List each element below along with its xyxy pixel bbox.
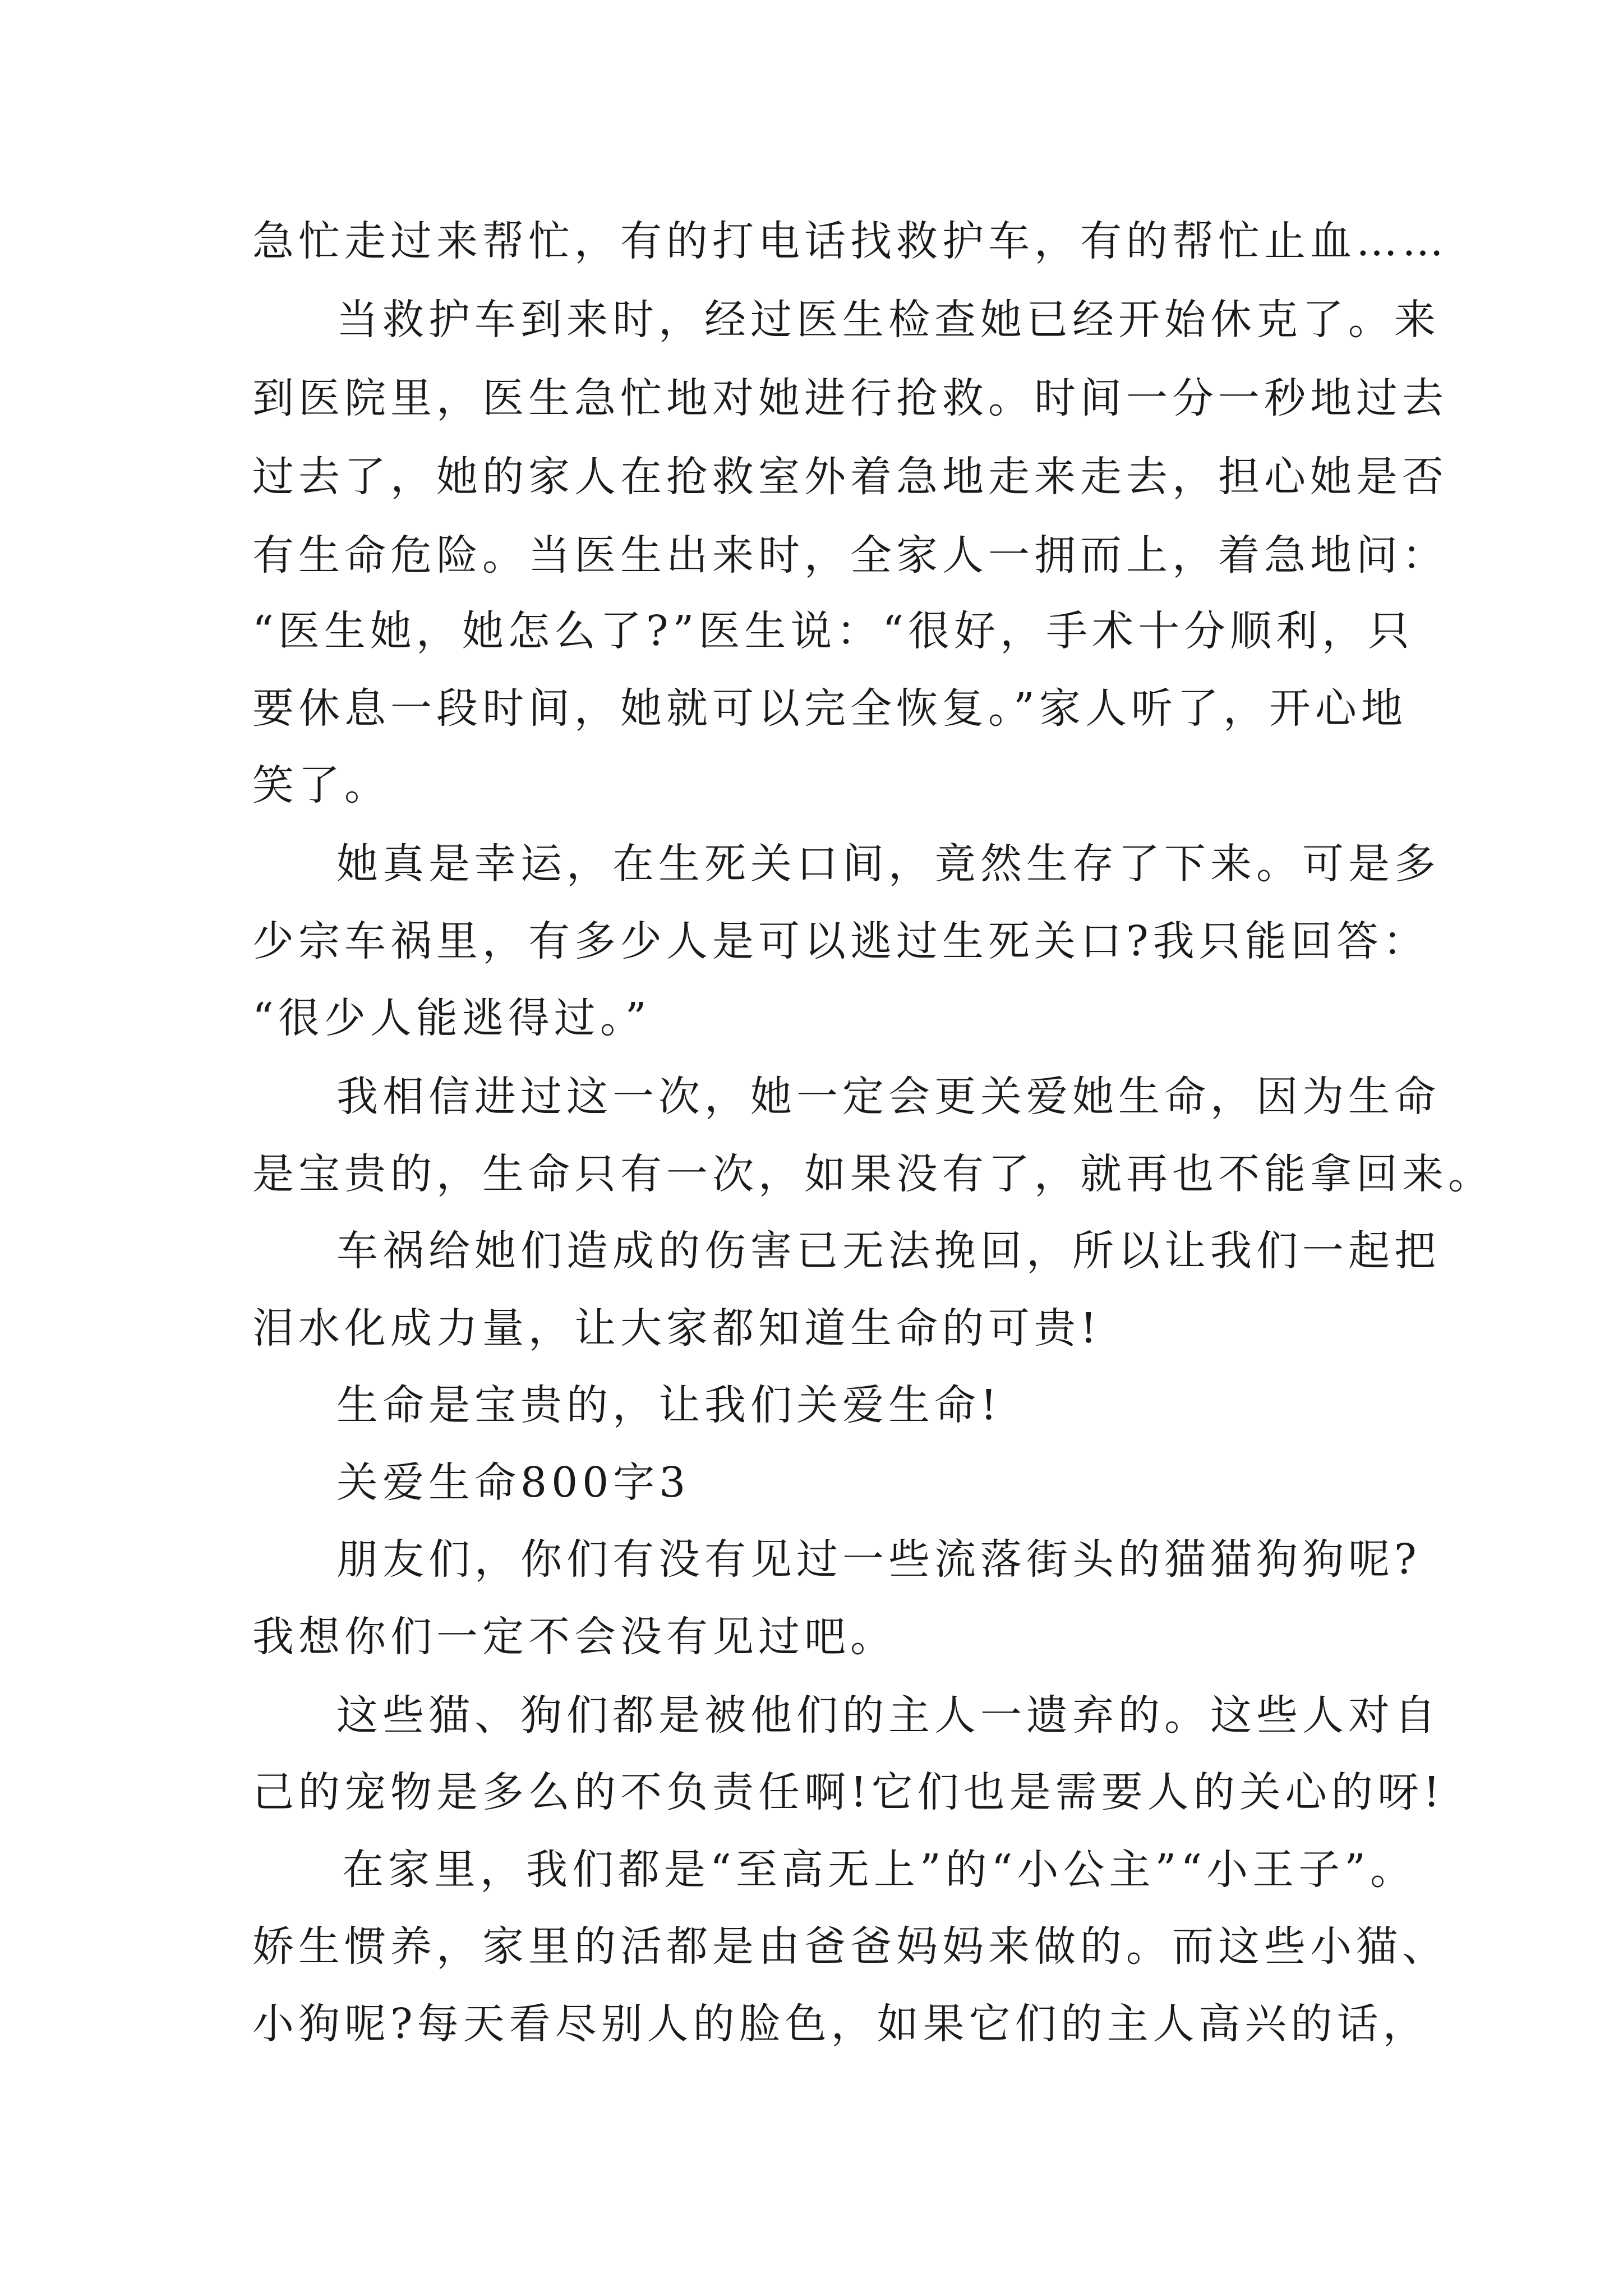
text-line: “医生她，她怎么了?”医生说：“很好，手术十分顺利，只 (252, 607, 1414, 655)
text-line: 要休息一段时间，她就可以完全恢复。”家人听了，开心地 (252, 684, 1407, 733)
text-line: 到医院里，医生急忙地对她进行抢救。时间一分一秒地过去 (252, 374, 1448, 422)
text-line: 急忙走过来帮忙，有的打电话找救护车，有的帮忙止血…… (252, 217, 1448, 265)
section-heading: 关爱生命800字3 (336, 1458, 690, 1507)
text-line: 泪水化成力量，让大家都知道生命的可贵! (252, 1304, 1101, 1352)
text-line: 笑了。 (252, 761, 390, 809)
text-line: 是宝贵的，生命只有一次，如果没有了，就再也不能拿回来。 (252, 1150, 1494, 1198)
text-line: 娇生惯养，家里的活都是由爸爸妈妈来做的。而这些小猫、 (252, 1922, 1448, 1971)
text-line: 我想你们一定不会没有见过吧。 (252, 1613, 896, 1661)
text-line: 己的宠物是多么的不负责任啊!它们也是需要人的关心的呀! (252, 1768, 1445, 1816)
text-line: 有生命危险。当医生出来时，全家人一拥而上，着急地问： (252, 531, 1448, 579)
text-line: 小狗呢?每天看尽别人的脸色，如果它们的主人高兴的话， (252, 2000, 1429, 2048)
text-line: 车祸给她们造成的伤害已无法挽回，所以让我们一起把 (336, 1227, 1440, 1275)
text-line: 在家里，我们都是“至高无上”的“小公主”“小王子”。 (342, 1846, 1416, 1894)
text-line: 生命是宝贵的，让我们关爱生命! (336, 1381, 1002, 1429)
text-line: “很少人能逃得过。” (252, 994, 651, 1042)
text-line: 当救护车到来时，经过医生检查她已经开始休克了。来 (336, 296, 1440, 344)
text-line: 我相信进过这一次，她一定会更关爱她生命，因为生命 (336, 1073, 1440, 1121)
text-line: 过去了，她的家人在抢救室外着急地走来走去，担心她是否 (252, 453, 1448, 501)
text-line: 少宗车祸里，有多少人是可以逃过生死关口?我只能回答： (252, 917, 1429, 965)
text-line: 朋友们，你们有没有见过一些流落街头的猫猫狗狗呢? (336, 1535, 1421, 1584)
text-line: 她真是幸运，在生死关口间，竟然生存了下来。可是多 (336, 840, 1440, 888)
text-line: 这些猫、狗们都是被他们的主人一遗弃的。这些人对自 (336, 1691, 1440, 1740)
